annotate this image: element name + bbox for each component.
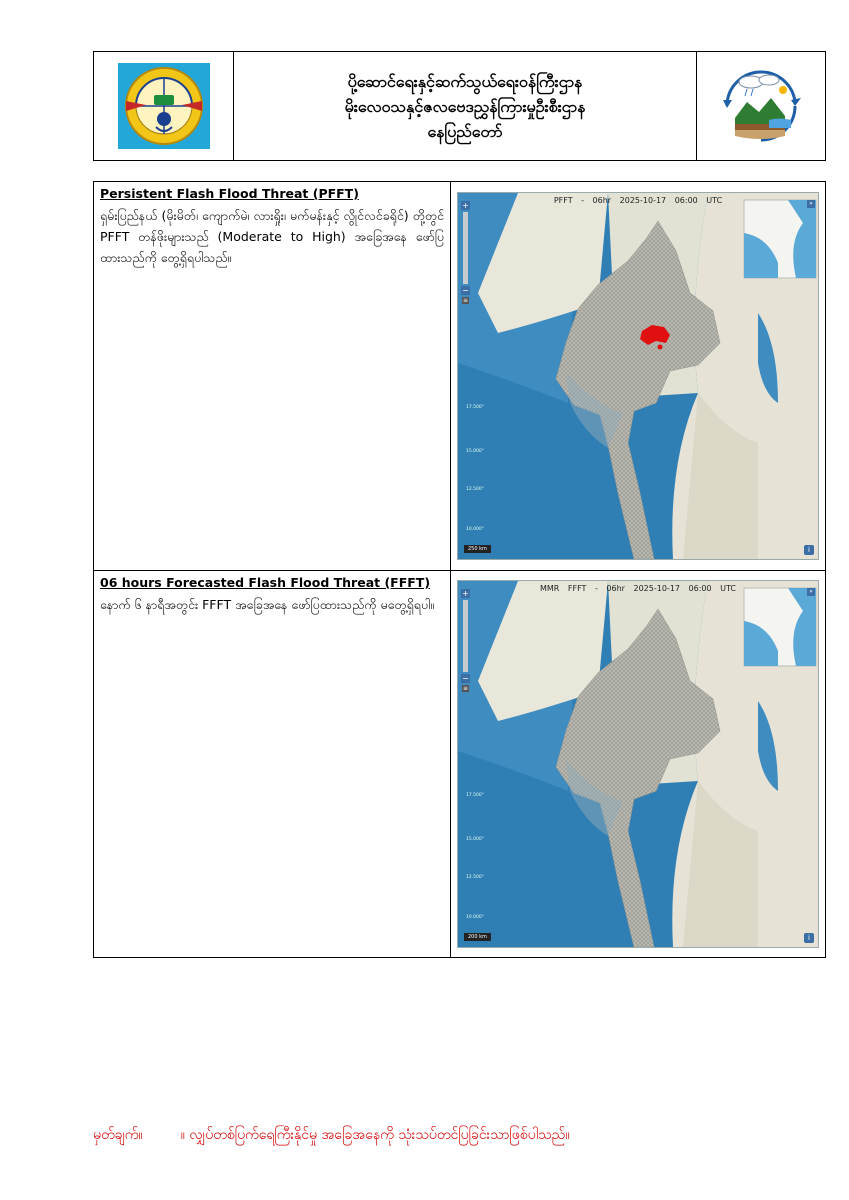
- pfft-info-icon[interactable]: i: [804, 545, 814, 555]
- ffft-layers-icon[interactable]: ≡: [462, 685, 469, 692]
- ffft-info-icon[interactable]: i: [804, 933, 814, 943]
- ffft-lat-label: 12.500°: [466, 875, 484, 880]
- pfft-zoom-slider[interactable]: [463, 212, 468, 284]
- ffft-overview-toggle-icon[interactable]: »: [807, 588, 815, 596]
- ministry-name: ပို့ဆောင်ရေးနှင့်ဆက်သွယ်ရေးဝန်ကြီးဌာန: [347, 71, 583, 91]
- ffft-lat-label: 17.500°: [466, 793, 484, 798]
- ffft-date: 2025-10-17: [633, 584, 680, 593]
- ffft-map-graphic: [458, 581, 818, 947]
- pfft-date: 2025-10-17: [619, 196, 667, 205]
- pfft-map-label: [458, 196, 818, 205]
- pfft-map-graphic: [458, 193, 818, 559]
- ffft-lat-label: 15.000°: [466, 837, 484, 842]
- left-logo-cell: [94, 52, 234, 160]
- ffft-row: [94, 571, 825, 957]
- right-logo-cell: [697, 52, 825, 160]
- pfft-overview-toggle-icon[interactable]: »: [807, 200, 815, 208]
- ffft-zoom-in-button[interactable]: +: [462, 589, 469, 598]
- city-name: နေပြည်တော်: [427, 121, 503, 141]
- pfft-lat-label: 12.500°: [466, 487, 484, 492]
- pfft-row: [94, 182, 825, 571]
- header-title-block: [234, 52, 697, 160]
- pfft-map: [457, 192, 819, 560]
- footer-text: ။ လျှပ်တစ်ပြက်ရေကြီးနိုင်မှု အခြေအနေကို သုံးသပ်တင်ပြခြင်းသာဖြစ်ပါသည်။: [180, 1127, 570, 1143]
- department-name: မိုးလေဝသနှင့်ဇလဗေဒညွှန်ကြားမှုဦးစီးဌာန: [344, 96, 586, 116]
- pfft-text-cell: [94, 182, 451, 570]
- pfft-zoom-out-button[interactable]: −: [462, 286, 469, 295]
- footer-note: [93, 1125, 569, 1146]
- ffft-product-name: MMR FFFT - 06hr: [539, 584, 625, 593]
- pfft-product-name: PFFT - 06hr: [553, 196, 612, 205]
- department-seal-icon: [116, 61, 212, 151]
- content-table: [93, 181, 826, 958]
- ffft-map-cell: [451, 571, 825, 957]
- ffft-zoom-out-button[interactable]: −: [462, 674, 469, 683]
- ffft-title: 06 hours Forecasted Flash Flood Threat (FFFT): [100, 575, 431, 590]
- ffft-map-label: [458, 584, 818, 593]
- pfft-description: ရှမ်းပြည်နယ် (မိုးမိတ်၊ ကျောက်မဲ၊ လားရှိုး၊ မက်မန်းနှင့် လွိုင်လင်ခရိုင်) တို့တွင် PFFT တန်ဖိုးများသည် (Moderate to High) အခြေအနေ ဖော်ပြထားသည်ကို တွေ့ရှိရပါသည်။: [100, 208, 444, 265]
- ffft-time: 06:00 UTC: [688, 584, 737, 593]
- ffft-zoom-control: [461, 589, 470, 694]
- ffft-scale-bar: 200 km: [464, 933, 491, 941]
- pfft-title: Persistent Flash Flood Threat (PFFT): [100, 186, 359, 201]
- pfft-map-cell: [451, 182, 825, 570]
- report-header: [93, 51, 826, 161]
- pfft-time: 06:00 UTC: [674, 196, 723, 205]
- ffft-map: [457, 580, 819, 948]
- ffft-text-cell: [94, 571, 451, 957]
- pfft-layers-icon[interactable]: ≡: [462, 297, 469, 304]
- pfft-zoom-control: [461, 201, 470, 306]
- pfft-lat-label: 15.000°: [466, 449, 484, 454]
- ffft-lat-label: 10.000°: [466, 915, 484, 920]
- pfft-zoom-in-button[interactable]: +: [462, 201, 469, 210]
- pfft-lat-label: 10.000°: [466, 527, 484, 532]
- pfft-scale-bar: 250 km: [464, 545, 491, 553]
- pfft-lat-label: 17.500°: [466, 405, 484, 410]
- hydrological-cycle-icon: [713, 62, 809, 150]
- footer-label: မှတ်ချက်။: [93, 1127, 143, 1143]
- ffft-description: နောက် ၆ နာရီအတွင်း FFFT အခြေအနေ ဖော်ပြထားသည်ကို မတွေ့ရှိရပါ။: [100, 597, 435, 612]
- ffft-zoom-slider[interactable]: [463, 600, 468, 672]
